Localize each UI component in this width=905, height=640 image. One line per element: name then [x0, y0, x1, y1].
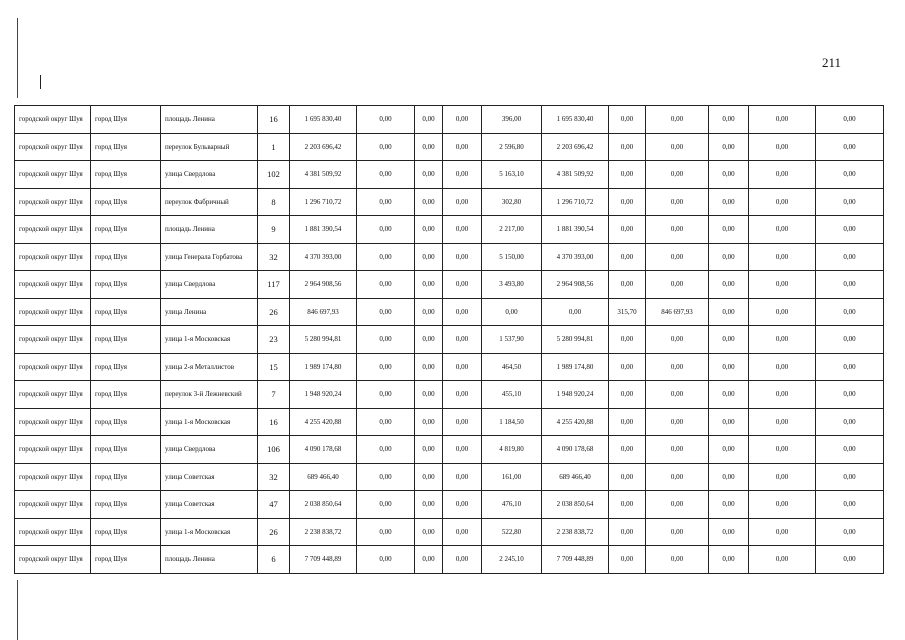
register-table	[14, 105, 884, 574]
house-number-cell: 16	[258, 106, 290, 134]
district-cell: городской округ Шуя	[15, 463, 91, 491]
amount-cell: 0,00	[646, 436, 709, 464]
amount-cell: 846 697,93	[646, 298, 709, 326]
amount-cell: 0,00	[709, 436, 749, 464]
amount-cell: 0,00	[415, 491, 443, 519]
amount-cell: 0,00	[609, 546, 646, 574]
amount-cell: 7 709 448,89	[290, 546, 357, 574]
house-number-cell: 1	[258, 133, 290, 161]
margin-line	[17, 580, 18, 640]
table-row	[15, 381, 884, 409]
amount-cell: 0,00	[816, 243, 884, 271]
amount-cell: 0,00	[357, 326, 415, 354]
amount-cell: 2 203 696,42	[290, 133, 357, 161]
amount-cell: 1 296 710,72	[290, 188, 357, 216]
city-cell: город Шуя	[91, 518, 161, 546]
area-cell: 396,00	[482, 106, 542, 134]
amount-cell: 0,00	[415, 518, 443, 546]
amount-cell: 0,00	[816, 463, 884, 491]
district-cell: городской округ Шуя	[15, 408, 91, 436]
amount-cell: 689 466,40	[542, 463, 609, 491]
amount-cell: 2 038 850,64	[290, 491, 357, 519]
amount-cell: 0,00	[609, 353, 646, 381]
amount-cell: 4 370 393,00	[542, 243, 609, 271]
amount-cell: 0,00	[646, 161, 709, 189]
amount-cell: 0,00	[646, 133, 709, 161]
amount-cell: 0,00	[816, 518, 884, 546]
amount-cell: 0,00	[816, 436, 884, 464]
amount-cell: 0,00	[749, 326, 816, 354]
amount-cell: 7 709 448,89	[542, 546, 609, 574]
amount-cell: 0,00	[415, 106, 443, 134]
area-cell: 5 163,10	[482, 161, 542, 189]
amount-cell: 0,00	[443, 546, 482, 574]
amount-cell: 0,00	[609, 133, 646, 161]
amount-cell: 0,00	[816, 353, 884, 381]
street-cell: площадь Ленина	[161, 546, 258, 574]
amount-cell: 0,00	[443, 106, 482, 134]
table-row	[15, 298, 884, 326]
amount-cell: 0,00	[816, 298, 884, 326]
amount-cell: 0,00	[646, 491, 709, 519]
house-number-cell: 117	[258, 271, 290, 299]
amount-cell: 0,00	[609, 518, 646, 546]
table-row	[15, 408, 884, 436]
city-cell: город Шуя	[91, 326, 161, 354]
amount-cell: 0,00	[357, 161, 415, 189]
area-cell: 464,50	[482, 353, 542, 381]
amount-cell: 0,00	[443, 353, 482, 381]
amount-cell: 0,00	[415, 188, 443, 216]
amount-cell: 0,00	[709, 518, 749, 546]
amount-cell: 1 881 390,54	[542, 216, 609, 244]
district-cell: городской округ Шуя	[15, 546, 91, 574]
street-cell: улица Ленина	[161, 298, 258, 326]
amount-cell: 0,00	[443, 463, 482, 491]
amount-cell: 2 038 850,64	[542, 491, 609, 519]
street-cell: улица 1-я Московская	[161, 326, 258, 354]
street-cell: улица Генерала Горбатова	[161, 243, 258, 271]
city-cell: город Шуя	[91, 271, 161, 299]
amount-cell: 0,00	[443, 408, 482, 436]
amount-cell: 4 090 178,68	[542, 436, 609, 464]
amount-cell: 0,00	[415, 463, 443, 491]
amount-cell: 5 280 994,81	[290, 326, 357, 354]
amount-cell: 0,00	[749, 133, 816, 161]
amount-cell: 0,00	[816, 133, 884, 161]
amount-cell: 0,00	[709, 326, 749, 354]
table-row	[15, 133, 884, 161]
area-cell: 455,10	[482, 381, 542, 409]
district-cell: городской округ Шуя	[15, 243, 91, 271]
amount-cell: 0,00	[646, 243, 709, 271]
amount-cell: 0,00	[646, 271, 709, 299]
house-number-cell: 32	[258, 243, 290, 271]
amount-cell: 1 989 174,80	[542, 353, 609, 381]
amount-cell: 0,00	[415, 298, 443, 326]
district-cell: городской округ Шуя	[15, 298, 91, 326]
amount-cell: 0,00	[709, 243, 749, 271]
house-number-cell: 6	[258, 546, 290, 574]
amount-cell: 2 238 838,72	[290, 518, 357, 546]
amount-cell: 0,00	[709, 161, 749, 189]
amount-cell: 2 964 908,56	[542, 271, 609, 299]
city-cell: город Шуя	[91, 243, 161, 271]
street-cell: улица Свердлова	[161, 161, 258, 189]
amount-cell: 0,00	[443, 326, 482, 354]
amount-cell: 0,00	[443, 491, 482, 519]
amount-cell: 0,00	[749, 436, 816, 464]
street-cell: улица 1-я Московская	[161, 518, 258, 546]
amount-cell: 0,00	[749, 381, 816, 409]
table-row	[15, 353, 884, 381]
amount-cell: 0,00	[415, 161, 443, 189]
amount-cell: 0,00	[749, 546, 816, 574]
amount-cell: 0,00	[646, 408, 709, 436]
amount-cell: 0,00	[357, 436, 415, 464]
amount-cell: 0,00	[816, 408, 884, 436]
amount-cell: 0,00	[816, 491, 884, 519]
city-cell: город Шуя	[91, 463, 161, 491]
amount-cell: 5 280 994,81	[542, 326, 609, 354]
amount-cell: 0,00	[443, 518, 482, 546]
amount-cell: 0,00	[646, 546, 709, 574]
area-cell: 2 596,80	[482, 133, 542, 161]
amount-cell: 0,00	[609, 188, 646, 216]
amount-cell: 0,00	[709, 188, 749, 216]
amount-cell: 0,00	[609, 161, 646, 189]
city-cell: город Шуя	[91, 298, 161, 326]
amount-cell: 0,00	[609, 381, 646, 409]
table-row	[15, 216, 884, 244]
city-cell: город Шуя	[91, 381, 161, 409]
amount-cell: 0,00	[415, 216, 443, 244]
amount-cell: 1 989 174,80	[290, 353, 357, 381]
amount-cell: 0,00	[709, 133, 749, 161]
street-cell: улица 1-я Московская	[161, 408, 258, 436]
amount-cell: 0,00	[816, 106, 884, 134]
table-row	[15, 243, 884, 271]
amount-cell: 2 203 696,42	[542, 133, 609, 161]
amount-cell: 0,00	[709, 463, 749, 491]
amount-cell: 4 255 420,88	[290, 408, 357, 436]
amount-cell: 0,00	[749, 463, 816, 491]
amount-cell: 0,00	[709, 106, 749, 134]
district-cell: городской округ Шуя	[15, 491, 91, 519]
amount-cell: 0,00	[357, 271, 415, 299]
amount-cell: 0,00	[609, 243, 646, 271]
amount-cell: 0,00	[816, 271, 884, 299]
amount-cell: 0,00	[357, 546, 415, 574]
amount-cell: 0,00	[415, 243, 443, 271]
amount-cell: 0,00	[749, 243, 816, 271]
street-cell: переулок Бульварный	[161, 133, 258, 161]
amount-cell: 0,00	[749, 216, 816, 244]
amount-cell: 0,00	[357, 298, 415, 326]
street-cell: улица Свердлова	[161, 271, 258, 299]
district-cell: городской округ Шуя	[15, 518, 91, 546]
district-cell: городской округ Шуя	[15, 436, 91, 464]
amount-cell: 0,00	[443, 133, 482, 161]
amount-cell: 0,00	[749, 518, 816, 546]
amount-cell: 0,00	[749, 188, 816, 216]
amount-cell: 0,00	[749, 271, 816, 299]
amount-cell: 0,00	[646, 106, 709, 134]
amount-cell: 0,00	[709, 298, 749, 326]
table-row	[15, 188, 884, 216]
district-cell: городской округ Шуя	[15, 271, 91, 299]
amount-cell: 0,00	[609, 491, 646, 519]
amount-cell: 0,00	[646, 463, 709, 491]
amount-cell: 2 238 838,72	[542, 518, 609, 546]
area-cell: 476,10	[482, 491, 542, 519]
street-cell: улица 2-я Металлистов	[161, 353, 258, 381]
city-cell: город Шуя	[91, 106, 161, 134]
amount-cell: 0,00	[709, 546, 749, 574]
amount-cell: 0,00	[816, 546, 884, 574]
table-row	[15, 271, 884, 299]
amount-cell: 1 881 390,54	[290, 216, 357, 244]
house-number-cell: 47	[258, 491, 290, 519]
street-cell: площадь Ленина	[161, 216, 258, 244]
amount-cell: 0,00	[357, 353, 415, 381]
table-row	[15, 326, 884, 354]
street-cell: переулок 3-й Лежневский	[161, 381, 258, 409]
city-cell: город Шуя	[91, 491, 161, 519]
street-cell: переулок Фабричный	[161, 188, 258, 216]
amount-cell: 0,00	[357, 491, 415, 519]
house-number-cell: 8	[258, 188, 290, 216]
city-cell: город Шуя	[91, 188, 161, 216]
house-number-cell: 9	[258, 216, 290, 244]
amount-cell: 2 964 908,56	[290, 271, 357, 299]
table-body	[15, 106, 884, 574]
amount-cell: 0,00	[749, 353, 816, 381]
amount-cell: 0,00	[542, 298, 609, 326]
amount-cell: 0,00	[609, 408, 646, 436]
amount-cell: 0,00	[816, 381, 884, 409]
city-cell: город Шуя	[91, 546, 161, 574]
amount-cell: 0,00	[816, 216, 884, 244]
district-cell: городской округ Шуя	[15, 133, 91, 161]
amount-cell: 0,00	[749, 161, 816, 189]
page-number: 211	[822, 55, 842, 70]
amount-cell: 0,00	[443, 271, 482, 299]
amount-cell: 0,00	[709, 408, 749, 436]
amount-cell: 0,00	[357, 133, 415, 161]
amount-cell: 689 466,40	[290, 463, 357, 491]
area-cell: 1 184,50	[482, 408, 542, 436]
table-row	[15, 491, 884, 519]
area-cell: 5 150,00	[482, 243, 542, 271]
amount-cell: 0,00	[443, 188, 482, 216]
amount-cell: 0,00	[443, 216, 482, 244]
house-number-cell: 26	[258, 298, 290, 326]
area-cell: 2 245,10	[482, 546, 542, 574]
district-cell: городской округ Шуя	[15, 353, 91, 381]
house-number-cell: 32	[258, 463, 290, 491]
district-cell: городской округ Шуя	[15, 381, 91, 409]
district-cell: городской округ Шуя	[15, 216, 91, 244]
area-cell: 2 217,00	[482, 216, 542, 244]
amount-cell: 846 697,93	[290, 298, 357, 326]
amount-cell: 0,00	[357, 518, 415, 546]
amount-cell: 0,00	[609, 106, 646, 134]
amount-cell: 0,00	[709, 216, 749, 244]
amount-cell: 0,00	[357, 408, 415, 436]
area-cell: 4 819,80	[482, 436, 542, 464]
amount-cell: 0,00	[646, 518, 709, 546]
amount-cell: 0,00	[357, 188, 415, 216]
district-cell: городской округ Шуя	[15, 188, 91, 216]
amount-cell: 4 381 509,92	[290, 161, 357, 189]
house-number-cell: 23	[258, 326, 290, 354]
street-cell: площадь Ленина	[161, 106, 258, 134]
amount-cell: 0,00	[443, 243, 482, 271]
amount-cell: 0,00	[646, 381, 709, 409]
amount-cell: 0,00	[816, 161, 884, 189]
area-cell: 1 537,90	[482, 326, 542, 354]
area-cell: 302,80	[482, 188, 542, 216]
amount-cell: 0,00	[415, 326, 443, 354]
amount-cell: 4 370 393,00	[290, 243, 357, 271]
amount-cell: 315,70	[609, 298, 646, 326]
district-cell: городской округ Шуя	[15, 161, 91, 189]
amount-cell: 0,00	[357, 216, 415, 244]
city-cell: город Шуя	[91, 353, 161, 381]
amount-cell: 0,00	[646, 216, 709, 244]
amount-cell: 0,00	[443, 161, 482, 189]
amount-cell: 0,00	[609, 463, 646, 491]
city-cell: город Шуя	[91, 436, 161, 464]
house-number-cell: 15	[258, 353, 290, 381]
house-number-cell: 7	[258, 381, 290, 409]
area-cell: 161,00	[482, 463, 542, 491]
amount-cell: 0,00	[357, 243, 415, 271]
table-row	[15, 518, 884, 546]
amount-cell: 0,00	[646, 353, 709, 381]
district-cell: городской округ Шуя	[15, 106, 91, 134]
house-number-cell: 26	[258, 518, 290, 546]
amount-cell: 0,00	[357, 106, 415, 134]
amount-cell: 0,00	[357, 381, 415, 409]
area-cell: 0,00	[482, 298, 542, 326]
amount-cell: 0,00	[749, 298, 816, 326]
table-row	[15, 161, 884, 189]
amount-cell: 0,00	[749, 106, 816, 134]
house-number-cell: 102	[258, 161, 290, 189]
amount-cell: 0,00	[749, 408, 816, 436]
amount-cell: 0,00	[609, 326, 646, 354]
amount-cell: 1 948 920,24	[290, 381, 357, 409]
amount-cell: 0,00	[415, 546, 443, 574]
city-cell: город Шуя	[91, 408, 161, 436]
district-cell: городской округ Шуя	[15, 326, 91, 354]
amount-cell: 0,00	[709, 353, 749, 381]
margin-tick	[40, 75, 41, 89]
amount-cell: 0,00	[749, 491, 816, 519]
table-row	[15, 546, 884, 574]
amount-cell: 0,00	[709, 491, 749, 519]
amount-cell: 0,00	[609, 271, 646, 299]
amount-cell: 0,00	[816, 326, 884, 354]
amount-cell: 0,00	[709, 271, 749, 299]
street-cell: улица Советская	[161, 491, 258, 519]
amount-cell: 0,00	[646, 326, 709, 354]
amount-cell: 0,00	[443, 298, 482, 326]
margin-line	[17, 18, 18, 98]
amount-cell: 0,00	[415, 353, 443, 381]
table-row	[15, 436, 884, 464]
amount-cell: 0,00	[443, 436, 482, 464]
city-cell: город Шуя	[91, 133, 161, 161]
area-cell: 522,80	[482, 518, 542, 546]
amount-cell: 1 296 710,72	[542, 188, 609, 216]
city-cell: город Шуя	[91, 216, 161, 244]
table-row	[15, 106, 884, 134]
amount-cell: 1 695 830,40	[290, 106, 357, 134]
amount-cell: 0,00	[415, 271, 443, 299]
amount-cell: 4 381 509,92	[542, 161, 609, 189]
table-row	[15, 463, 884, 491]
house-number-cell: 16	[258, 408, 290, 436]
amount-cell: 0,00	[357, 463, 415, 491]
house-number-cell: 106	[258, 436, 290, 464]
amount-cell: 0,00	[415, 408, 443, 436]
street-cell: улица Свердлова	[161, 436, 258, 464]
amount-cell: 0,00	[415, 381, 443, 409]
amount-cell: 0,00	[646, 188, 709, 216]
amount-cell: 0,00	[415, 133, 443, 161]
amount-cell: 4 090 178,68	[290, 436, 357, 464]
street-cell: улица Советская	[161, 463, 258, 491]
amount-cell: 0,00	[415, 436, 443, 464]
amount-cell: 0,00	[816, 188, 884, 216]
amount-cell: 4 255 420,88	[542, 408, 609, 436]
amount-cell: 1 948 920,24	[542, 381, 609, 409]
amount-cell: 0,00	[443, 381, 482, 409]
amount-cell: 0,00	[709, 381, 749, 409]
area-cell: 3 493,80	[482, 271, 542, 299]
city-cell: город Шуя	[91, 161, 161, 189]
amount-cell: 0,00	[609, 216, 646, 244]
amount-cell: 0,00	[609, 436, 646, 464]
amount-cell: 1 695 830,40	[542, 106, 609, 134]
